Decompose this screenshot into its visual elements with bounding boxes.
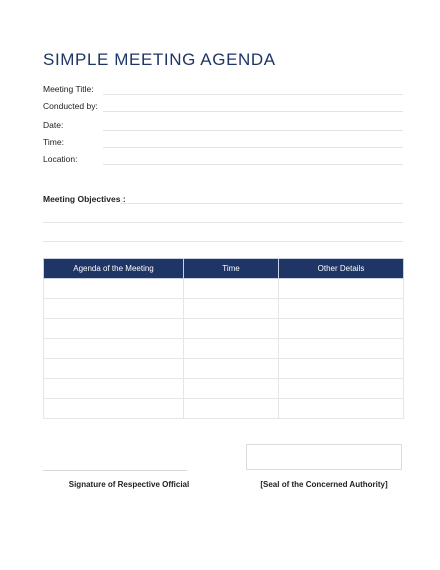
field-label-location: Location: bbox=[43, 154, 78, 164]
time-cell[interactable] bbox=[184, 379, 279, 399]
field-time bbox=[43, 137, 403, 151]
details-cell[interactable] bbox=[279, 339, 404, 359]
agenda-cell[interactable] bbox=[44, 279, 184, 299]
field-date bbox=[43, 120, 403, 134]
time-cell[interactable] bbox=[184, 279, 279, 299]
time-cell[interactable] bbox=[184, 319, 279, 339]
time-cell[interactable] bbox=[184, 339, 279, 359]
time-cell[interactable] bbox=[184, 399, 279, 419]
seal-label: [Seal of the Concerned Authority] bbox=[260, 480, 388, 489]
signature-line[interactable] bbox=[43, 470, 187, 471]
field-line-location[interactable] bbox=[103, 164, 403, 165]
agenda-cell[interactable] bbox=[44, 359, 184, 379]
details-cell[interactable] bbox=[279, 299, 404, 319]
field-location bbox=[43, 154, 403, 168]
header-agenda: Agenda of the Meeting bbox=[44, 259, 184, 279]
seal-box[interactable] bbox=[246, 444, 402, 470]
objectives-line-3[interactable] bbox=[43, 241, 403, 242]
header-time: Time bbox=[184, 259, 279, 279]
field-line-time[interactable] bbox=[103, 147, 403, 148]
agenda-cell[interactable] bbox=[44, 399, 184, 419]
field-conducted-by bbox=[43, 101, 403, 115]
details-cell[interactable] bbox=[279, 319, 404, 339]
field-line-conducted-by[interactable] bbox=[103, 111, 403, 112]
agenda-cell[interactable] bbox=[44, 299, 184, 319]
table-row bbox=[44, 399, 404, 419]
field-label-date: Date: bbox=[43, 120, 64, 130]
details-cell[interactable] bbox=[279, 399, 404, 419]
details-cell[interactable] bbox=[279, 279, 404, 299]
header-other-details: Other Details bbox=[279, 259, 404, 279]
field-label-meeting-title: Meeting Title: bbox=[43, 84, 94, 94]
table-row bbox=[44, 359, 404, 379]
time-cell[interactable] bbox=[184, 299, 279, 319]
details-cell[interactable] bbox=[279, 379, 404, 399]
objectives-line-1[interactable] bbox=[120, 203, 403, 204]
field-meeting-title bbox=[43, 84, 403, 98]
field-label-conducted-by: Conducted by: bbox=[43, 101, 98, 111]
agenda-cell[interactable] bbox=[44, 339, 184, 359]
objectives-label: Meeting Objectives : bbox=[43, 194, 126, 204]
signature-label: Signature of Respective Official bbox=[68, 480, 190, 489]
table-row bbox=[44, 299, 404, 319]
agenda-table bbox=[43, 258, 404, 419]
field-line-meeting-title[interactable] bbox=[103, 94, 403, 95]
details-cell[interactable] bbox=[279, 359, 404, 379]
field-label-time: Time: bbox=[43, 137, 64, 147]
table-row bbox=[44, 339, 404, 359]
table-row bbox=[44, 379, 404, 399]
agenda-cell[interactable] bbox=[44, 319, 184, 339]
table-row bbox=[44, 319, 404, 339]
field-line-date[interactable] bbox=[103, 130, 403, 131]
agenda-header-row bbox=[44, 259, 404, 279]
objectives-line-2[interactable] bbox=[43, 222, 403, 223]
document-title: SIMPLE MEETING AGENDA bbox=[43, 50, 276, 69]
time-cell[interactable] bbox=[184, 359, 279, 379]
table-row bbox=[44, 279, 404, 299]
agenda-cell[interactable] bbox=[44, 379, 184, 399]
